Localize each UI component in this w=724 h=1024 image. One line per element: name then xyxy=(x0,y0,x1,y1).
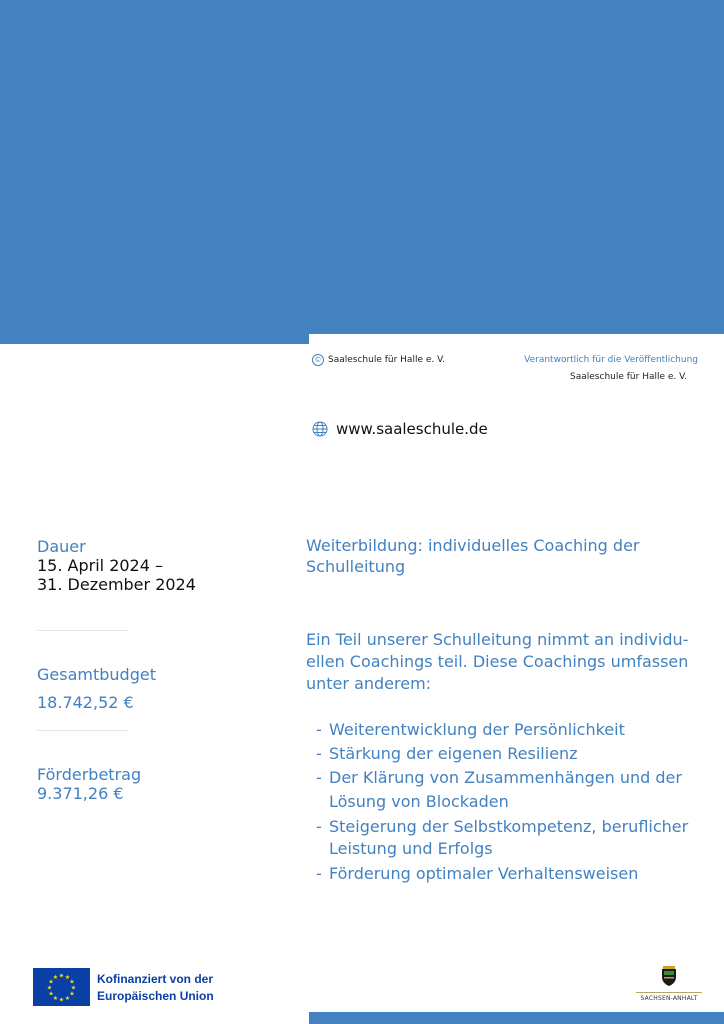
duration-end: 31. Dezember 2024 xyxy=(37,575,196,594)
duration-start: 15. April 2024 – xyxy=(37,556,163,575)
globe-icon xyxy=(312,421,328,437)
responsible-label: Verantwortlich für die Veröffentlichung xyxy=(524,355,698,365)
divider xyxy=(37,730,128,731)
budget-label: Gesamtbudget xyxy=(37,665,156,684)
page-title xyxy=(306,535,706,577)
eu-star: ★ xyxy=(69,990,75,998)
eu-star: ★ xyxy=(48,978,54,986)
header-banner xyxy=(0,0,724,334)
list-item: - Der Klärung von Zusammenhängen und der Lösung von Blockaden xyxy=(316,766,716,814)
intro-paragraph xyxy=(306,629,706,695)
eu-star: ★ xyxy=(70,984,77,992)
responsible-value: Saaleschule für Halle e. V. xyxy=(570,372,687,382)
eu-star: ★ xyxy=(58,996,65,1004)
eu-star: ★ xyxy=(46,984,53,992)
footer-bar xyxy=(309,1012,724,1024)
funding-label: Förderbetrag xyxy=(37,765,142,784)
header-banner-step xyxy=(0,334,309,344)
budget-value: 18.742,52 € xyxy=(37,693,134,712)
eu-line: Kofinanziert von der xyxy=(97,972,214,986)
coaching-topics-list xyxy=(316,718,716,886)
eu-star: ★ xyxy=(64,994,71,1002)
eu-star: ★ xyxy=(58,972,65,980)
duration-block xyxy=(37,537,196,594)
intro-line: Ein Teil unserer Schulleitung nimmt an individu- xyxy=(306,630,689,649)
title-line: Schulleitung xyxy=(306,557,406,576)
list-item: - Stärkung der eigenen Resilienz xyxy=(316,742,716,766)
eu-star: ★ xyxy=(52,974,59,982)
state-name: SACHSEN-ANHALT xyxy=(636,992,702,1002)
funding-block xyxy=(37,765,141,803)
list-item: - Weiterentwicklung der Persönlichkeit xyxy=(316,718,716,742)
website-link[interactable] xyxy=(312,420,488,438)
sachsen-anhalt-logo xyxy=(636,966,702,1002)
funding-value: 9.371,26 € xyxy=(37,784,124,803)
list-item: - Steigerung der Selbstkompetenz, beruflicher Leistung und Erfolgs xyxy=(316,816,716,860)
divider xyxy=(37,630,128,631)
copyright-notice xyxy=(312,354,445,366)
intro-line: unter anderem: xyxy=(306,674,432,693)
eu-star: ★ xyxy=(64,974,71,982)
eu-cofinancing-text xyxy=(97,971,214,1005)
duration-label: Dauer xyxy=(37,537,86,556)
eu-star: ★ xyxy=(48,990,54,998)
intro-line: ellen Coachings teil. Diese Coachings umfassen xyxy=(306,652,689,671)
eu-flag-icon xyxy=(33,968,90,1006)
copyright-icon: © xyxy=(312,354,324,366)
eu-star: ★ xyxy=(52,994,59,1002)
sachsen-anhalt-coat-of-arms-icon xyxy=(661,966,677,986)
website-url[interactable]: www.saaleschule.de xyxy=(336,420,488,438)
budget-block xyxy=(37,665,156,712)
list-item: - Förderung optimaler Verhaltensweisen xyxy=(316,862,716,886)
copyright-text: Saaleschule für Halle e. V. xyxy=(328,355,445,365)
eu-line: Europäischen Union xyxy=(97,989,214,1003)
eu-star: ★ xyxy=(69,978,75,986)
title-line: Weiterbildung: individuelles Coaching der xyxy=(306,536,640,555)
